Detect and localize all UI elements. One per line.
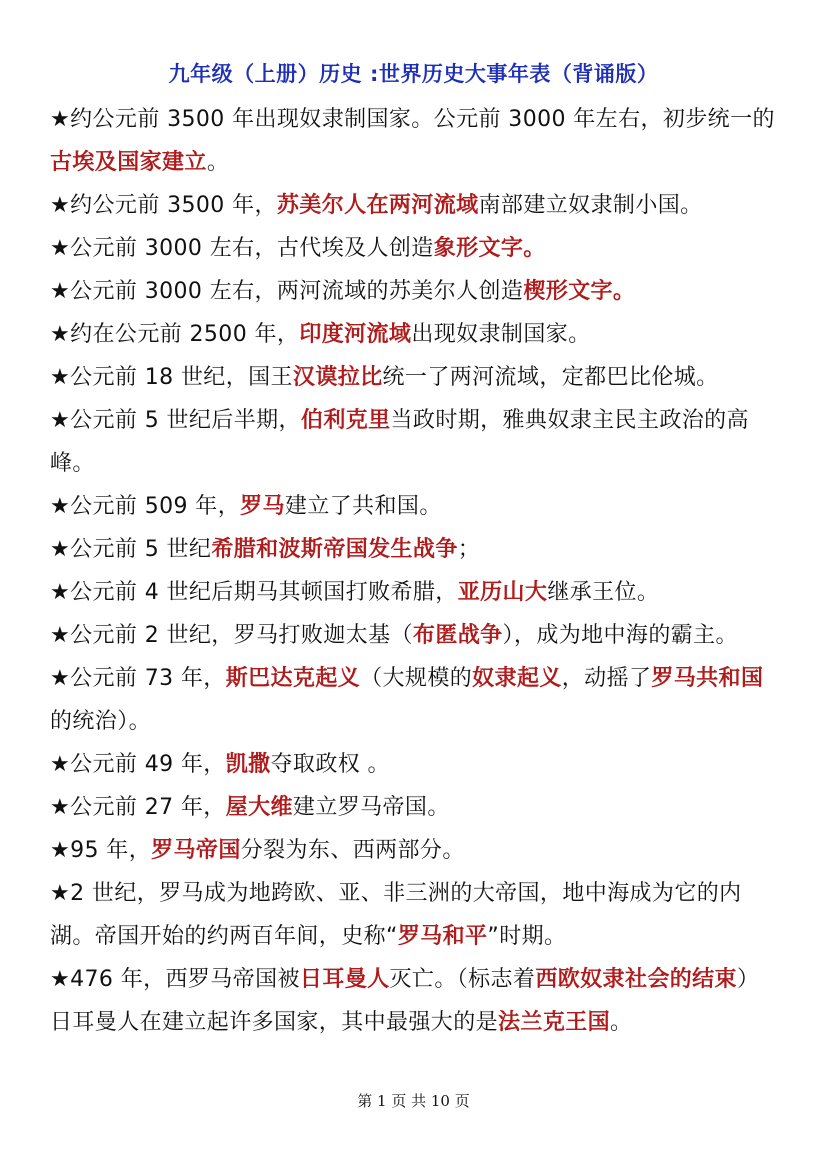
highlight-term: 亚历山大 bbox=[457, 580, 548, 605]
entry-text: 继承王位。 bbox=[547, 580, 660, 605]
entry-text: ★约公元前 3500 年出现奴隶制国家。公元前 3000 年左右，初步统一的 bbox=[50, 107, 775, 132]
timeline-entry bbox=[50, 657, 780, 743]
highlight-term: 奴隶起义 bbox=[472, 666, 562, 691]
timeline-entry bbox=[50, 958, 780, 1044]
entry-text: ），成为地中海的霸主。 bbox=[502, 623, 738, 648]
highlight-term: 屋大维 bbox=[225, 795, 293, 820]
entry-text: 当政时期，雅典奴隶主民主政治的高峰。 bbox=[50, 408, 749, 476]
entry-text: 。 bbox=[610, 1010, 633, 1035]
entry-text: ★公元前 5 世纪后半期， bbox=[50, 408, 301, 433]
entry-text: ★约在公元前 2500 年， bbox=[50, 322, 300, 347]
timeline-list bbox=[50, 98, 780, 1044]
timeline-entry bbox=[50, 485, 780, 528]
timeline-entry bbox=[50, 184, 780, 227]
timeline-entry bbox=[50, 227, 780, 270]
entry-text: ★95 年， bbox=[50, 838, 152, 863]
entry-text: 统一了两河流域，定都巴比伦城。 bbox=[382, 365, 719, 390]
entry-text: 建立了共和国。 bbox=[284, 494, 442, 519]
entry-text: 。 bbox=[206, 150, 230, 175]
highlight-term: 希腊和波斯帝国发生战争 bbox=[211, 537, 458, 562]
highlight-term: 楔形文字。 bbox=[523, 279, 636, 304]
highlight-term: 古埃及国家建立 bbox=[50, 150, 207, 175]
entry-text: 夺取政权 。 bbox=[270, 752, 390, 777]
timeline-entry bbox=[50, 786, 780, 829]
timeline-entry bbox=[50, 872, 780, 958]
entry-text: ）日耳曼人在建立起许多国家，其中最强大的是 bbox=[50, 967, 760, 1035]
timeline-entry bbox=[50, 98, 780, 184]
entry-text: ★公元前 49 年， bbox=[50, 752, 226, 777]
highlight-term: 凯撒 bbox=[225, 752, 271, 777]
highlight-term: 斯巴达克起义 bbox=[225, 666, 361, 691]
entry-text: ★公元前 509 年， bbox=[50, 494, 241, 519]
timeline-entry bbox=[50, 743, 780, 786]
highlight-term: 日耳曼人 bbox=[299, 967, 390, 992]
highlight-term: 西欧奴隶社会的结束 bbox=[535, 967, 737, 992]
timeline-entry bbox=[50, 399, 780, 485]
highlight-term: 罗马 bbox=[240, 494, 285, 519]
entry-text: ★公元前 3000 左右，两河流域的苏美尔人创造 bbox=[50, 279, 524, 304]
timeline-entry bbox=[50, 356, 780, 399]
entry-text: （大规模的 bbox=[360, 666, 473, 691]
timeline-entry bbox=[50, 313, 780, 356]
entry-text: ★476 年，西罗马帝国被 bbox=[50, 967, 300, 992]
timeline-entry bbox=[50, 528, 780, 571]
entry-text: ； bbox=[457, 537, 481, 562]
entry-text: 出现奴隶制国家。 bbox=[411, 322, 591, 347]
highlight-term: 罗马帝国 bbox=[151, 838, 241, 863]
entry-text: ★约公元前 3500 年， bbox=[50, 193, 277, 218]
highlight-term: 布匿战争 bbox=[412, 623, 503, 648]
entry-text: 建立罗马帝国。 bbox=[292, 795, 450, 820]
highlight-term: 罗马共和国 bbox=[651, 666, 764, 691]
highlight-term: 印度河流域 bbox=[299, 322, 412, 347]
page-title: 九年级（上册）历史 :世界历史大事年表（背诵版） bbox=[168, 62, 659, 86]
entry-text: ”时期。 bbox=[487, 924, 567, 949]
entry-text: ★2 世纪，罗马成为地跨欧、亚、非三洲的大帝国，地中海成为它的内湖。帝国开始的约两百年间，史称“ bbox=[50, 881, 742, 949]
page-footer: 第 1 页 共 10 页 bbox=[357, 1092, 470, 1110]
entry-text: ★公元前 27 年， bbox=[50, 795, 226, 820]
entry-text: 灭亡。（标志着 bbox=[389, 967, 536, 992]
timeline-entry bbox=[50, 614, 780, 657]
entry-text: 的统治）。 bbox=[50, 709, 152, 734]
highlight-term: 汉谟拉比 bbox=[292, 365, 383, 390]
highlight-term: 象形文字。 bbox=[433, 236, 546, 261]
entry-text: ★公元前 2 世纪，罗马打败迦太基（ bbox=[50, 623, 413, 648]
entry-text: ，动摇了 bbox=[561, 666, 652, 691]
entry-text: 分裂为东、西两部分。 bbox=[240, 838, 465, 863]
timeline-entry bbox=[50, 571, 780, 614]
entry-text: 南部建立奴隶制小国。 bbox=[478, 193, 703, 218]
highlight-term: 法兰克王国 bbox=[498, 1010, 611, 1035]
entry-text: ★公元前 18 世纪，国王 bbox=[50, 365, 293, 390]
timeline-entry bbox=[50, 829, 780, 872]
highlight-term: 伯利克里 bbox=[300, 408, 391, 433]
entry-text: ★公元前 3000 左右，古代埃及人创造 bbox=[50, 236, 434, 261]
entry-text: ★公元前 4 世纪后期马其顿国打败希腊， bbox=[50, 580, 458, 605]
timeline-entry bbox=[50, 270, 780, 313]
highlight-term: 罗马和平 bbox=[397, 924, 488, 949]
entry-text: ★公元前 5 世纪 bbox=[50, 537, 212, 562]
entry-text: ★公元前 73 年， bbox=[50, 666, 226, 691]
highlight-term: 苏美尔人在两河流域 bbox=[276, 193, 479, 218]
